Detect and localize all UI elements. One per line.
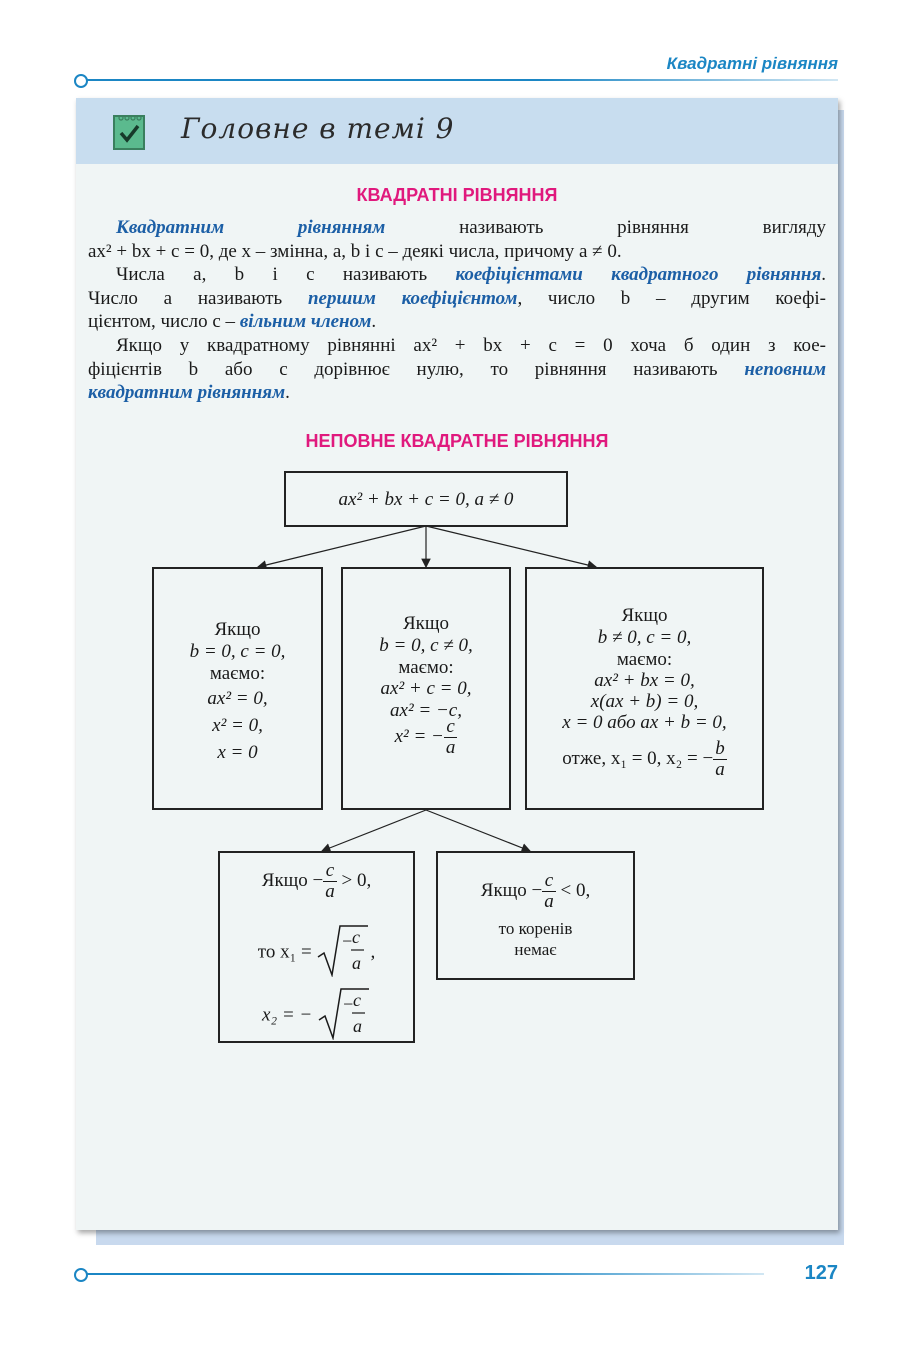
- p2-a: Числа a, b і c називають: [116, 264, 428, 285]
- lt-label: < 0,: [560, 879, 591, 901]
- fraction-c-over-a: [444, 717, 458, 758]
- case-line: ax² = 0,: [207, 688, 268, 709]
- case-line: x = 0: [217, 742, 258, 763]
- case-line: отже, x₁ = 0, x₂ = −: [562, 747, 714, 769]
- if-label: Якщо −: [480, 879, 543, 901]
- frac-num: c: [323, 861, 337, 882]
- case-line: маємо:: [209, 663, 266, 684]
- case-line: ax² = −c,: [390, 700, 462, 721]
- bottom-rule-dot: [74, 1268, 88, 1282]
- case-line: маємо:: [398, 657, 454, 678]
- case-line: маємо:: [616, 649, 673, 670]
- case-line: Якщо: [621, 605, 668, 626]
- root1-label: то x₁ =: [257, 941, 312, 963]
- term-quadratic-eq2: квадратним рівнянням: [88, 382, 286, 403]
- svg-text:c: c: [352, 927, 361, 947]
- frac-num: c: [542, 871, 556, 892]
- p2-c: , число b – другим коефі-: [517, 287, 826, 309]
- term-coefficients: коефіцієнтами квадратного рівняння: [455, 264, 822, 285]
- no-roots-line: немає: [514, 940, 557, 959]
- no-roots-line: то коренів: [498, 919, 573, 938]
- term-free-term: вільним членом: [239, 311, 372, 332]
- if-label: Якщо −: [261, 869, 324, 891]
- p1-line2: ax² + bx + c = 0, де x – змінна, a, b і c – деякі числа, причому a ≠ 0.: [88, 240, 622, 262]
- term-incomplete: неповним: [744, 358, 827, 380]
- fraction-c-over-a: [323, 861, 337, 902]
- svg-text:a: a: [352, 953, 362, 973]
- sqrt-icon: [316, 923, 370, 983]
- incomplete-paragraph: Якщо у квадратному рівнянні ax² + bx + c = 0 хоча б один з кое- фіцієнтів b або c дорівнює нулю, то рівняння називають неповним квадратним рівнянням.: [88, 335, 827, 403]
- case-line: ax² + c = 0,: [380, 678, 472, 699]
- frac-den: a: [325, 881, 335, 902]
- svg-text:c: c: [352, 990, 361, 1010]
- p2-b: Число a називають: [88, 287, 283, 309]
- section-title-quadratic: КВАДРАТНІ РІВНЯННЯ: [356, 185, 558, 205]
- case-b0-c0-box: [152, 567, 323, 810]
- case-line: b ≠ 0, c = 0,: [597, 627, 692, 648]
- fraction-b-over-a: [713, 739, 727, 780]
- case-line: Якщо: [214, 619, 261, 640]
- case-line: Якщо: [402, 613, 450, 634]
- term-quadratic-equation: Квадратним рівнянням: [116, 217, 386, 238]
- case-negative-ratio-positive-box: Якщо − $\frac{c}{a}$ > 0, то x₁ = − c a , x₂ = − − c a: [218, 851, 415, 1043]
- svg-text:a: a: [352, 1016, 362, 1036]
- general-equation: ax² + bx + c = 0, a ≠ 0: [338, 489, 514, 510]
- case-line: x² = 0,: [212, 715, 263, 736]
- frac-den: a: [445, 737, 456, 758]
- frac-den: a: [544, 891, 554, 912]
- page-number: 127: [804, 1262, 838, 1284]
- case-line: x(ax + b) = 0,: [590, 691, 699, 712]
- bottom-rule: [84, 1273, 764, 1275]
- section-title-incomplete: НЕПОВНЕ КВАДРАТНЕ РІВНЯННЯ: [305, 431, 609, 451]
- frac-num: b: [715, 738, 725, 759]
- summary-title: Головне в темі 9: [181, 112, 455, 145]
- coefficients-paragraph: Числа a, b і c називають коефіцієнтами квадратного рівняння. Число a називають першим коефіцієнтом, число b – другим коефі- цієнтом, число c – вільним членом.: [88, 264, 826, 332]
- p2-d: цієнтом, число c –: [88, 311, 236, 332]
- case-line: b = 0, c = 0,: [189, 641, 286, 662]
- svg-text:−: −: [341, 931, 354, 951]
- case-line: ax² + bx = 0,: [594, 670, 695, 691]
- case-b0-cnot0-box: [341, 567, 511, 810]
- case-line: x² = −: [394, 725, 444, 747]
- frac-den: a: [715, 759, 725, 780]
- case-bnot0-c0-box: [525, 567, 764, 810]
- p1-rest: називають рівняння вигляду: [459, 217, 826, 238]
- frac-num: c: [444, 717, 458, 738]
- svg-text:−: −: [341, 994, 355, 1014]
- term-first-coefficient: першим коефіцієнтом: [307, 287, 518, 309]
- root2-label: x₂ = −: [262, 1004, 313, 1026]
- fraction-c-over-a: [542, 871, 556, 912]
- p3-a: Якщо у квадратному рівнянні ax² + bx + c = 0 хоча б один з кое-: [116, 335, 826, 356]
- running-title: Квадратні рівняння: [666, 54, 838, 73]
- p3-b: фіцієнтів b або c дорівнює нулю, то рівняння називають: [88, 358, 718, 380]
- gt-label: > 0,: [341, 869, 372, 891]
- case-line: x = 0 або ax + b = 0,: [562, 712, 727, 733]
- case-line: b = 0, c ≠ 0,: [379, 635, 473, 656]
- case-negative-ratio-negative-box: [436, 851, 635, 980]
- sqrt-icon: [317, 986, 371, 1046]
- general-equation-box: [284, 471, 568, 527]
